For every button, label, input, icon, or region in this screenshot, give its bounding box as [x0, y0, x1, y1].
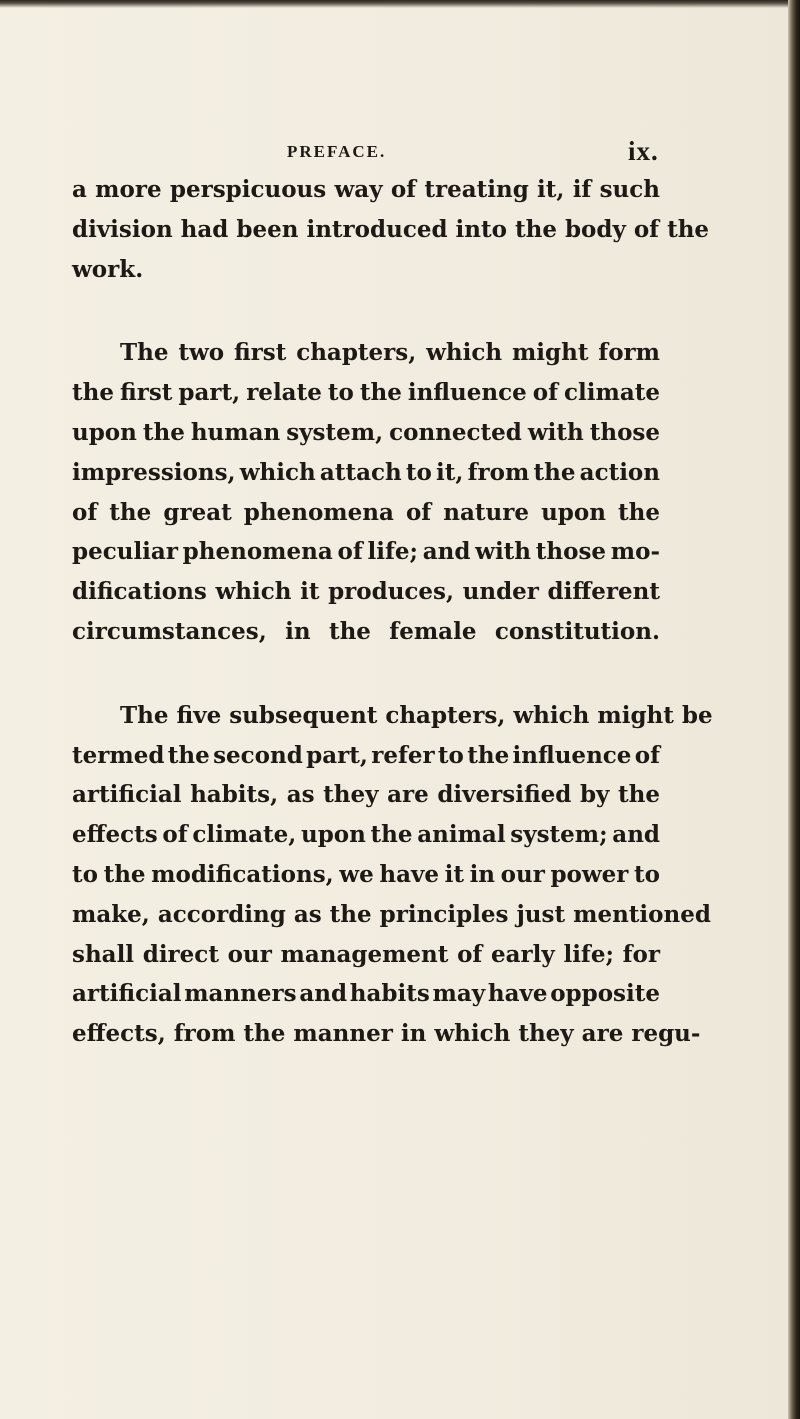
paragraph-3	[72, 696, 713, 1054]
text-line: effects of climate, upon the animal system; and	[72, 821, 660, 849]
paragraph-gap	[72, 289, 660, 333]
body-text	[72, 170, 713, 1054]
binding-edge	[788, 0, 800, 1419]
text-line: The five subsequent chapters, which might be	[120, 701, 713, 729]
text-line: circumstances, in the female constitution.	[72, 617, 660, 645]
text-line: shall direct our management of early life; for	[72, 940, 660, 968]
text-line: division had been introduced into the body of the	[72, 215, 710, 243]
text-line: peculiar phenomena of life; and with those mo-	[72, 538, 660, 566]
text-line: effects, from the manner in which they are regu-	[72, 1020, 701, 1048]
text-line: termed the second part, refer to the influence of	[72, 741, 660, 769]
paragraph-gap	[72, 652, 660, 696]
text-line: upon the human system, connected with those	[72, 418, 660, 446]
paragraph-1	[72, 170, 710, 289]
text-line: the first part, relate to the influence of climate	[72, 379, 660, 407]
text-line: of the great phenomena of nature upon the	[72, 498, 660, 526]
text-line: work.	[72, 255, 144, 283]
page-top-shadow	[0, 0, 800, 8]
text-line: impressions, which attach to it, from the action	[72, 458, 660, 486]
text-line: artificial manners and habits may have opposite	[72, 980, 660, 1008]
running-title: PREFACE.	[287, 142, 387, 161]
text-line: make, according as the principles just mentioned	[72, 900, 711, 928]
text-line: to the modifications, we have it in our power to	[72, 860, 660, 888]
text-line: artificial habits, as they are diversified by the	[72, 781, 660, 809]
text-line: difications which it produces, under different	[72, 578, 660, 606]
text-line: The two first chapters, which might form	[120, 339, 660, 367]
page-number: ix.	[628, 136, 659, 166]
paragraph-2	[72, 333, 660, 651]
text-line: a more perspicuous way of treating it, if such	[72, 176, 660, 203]
